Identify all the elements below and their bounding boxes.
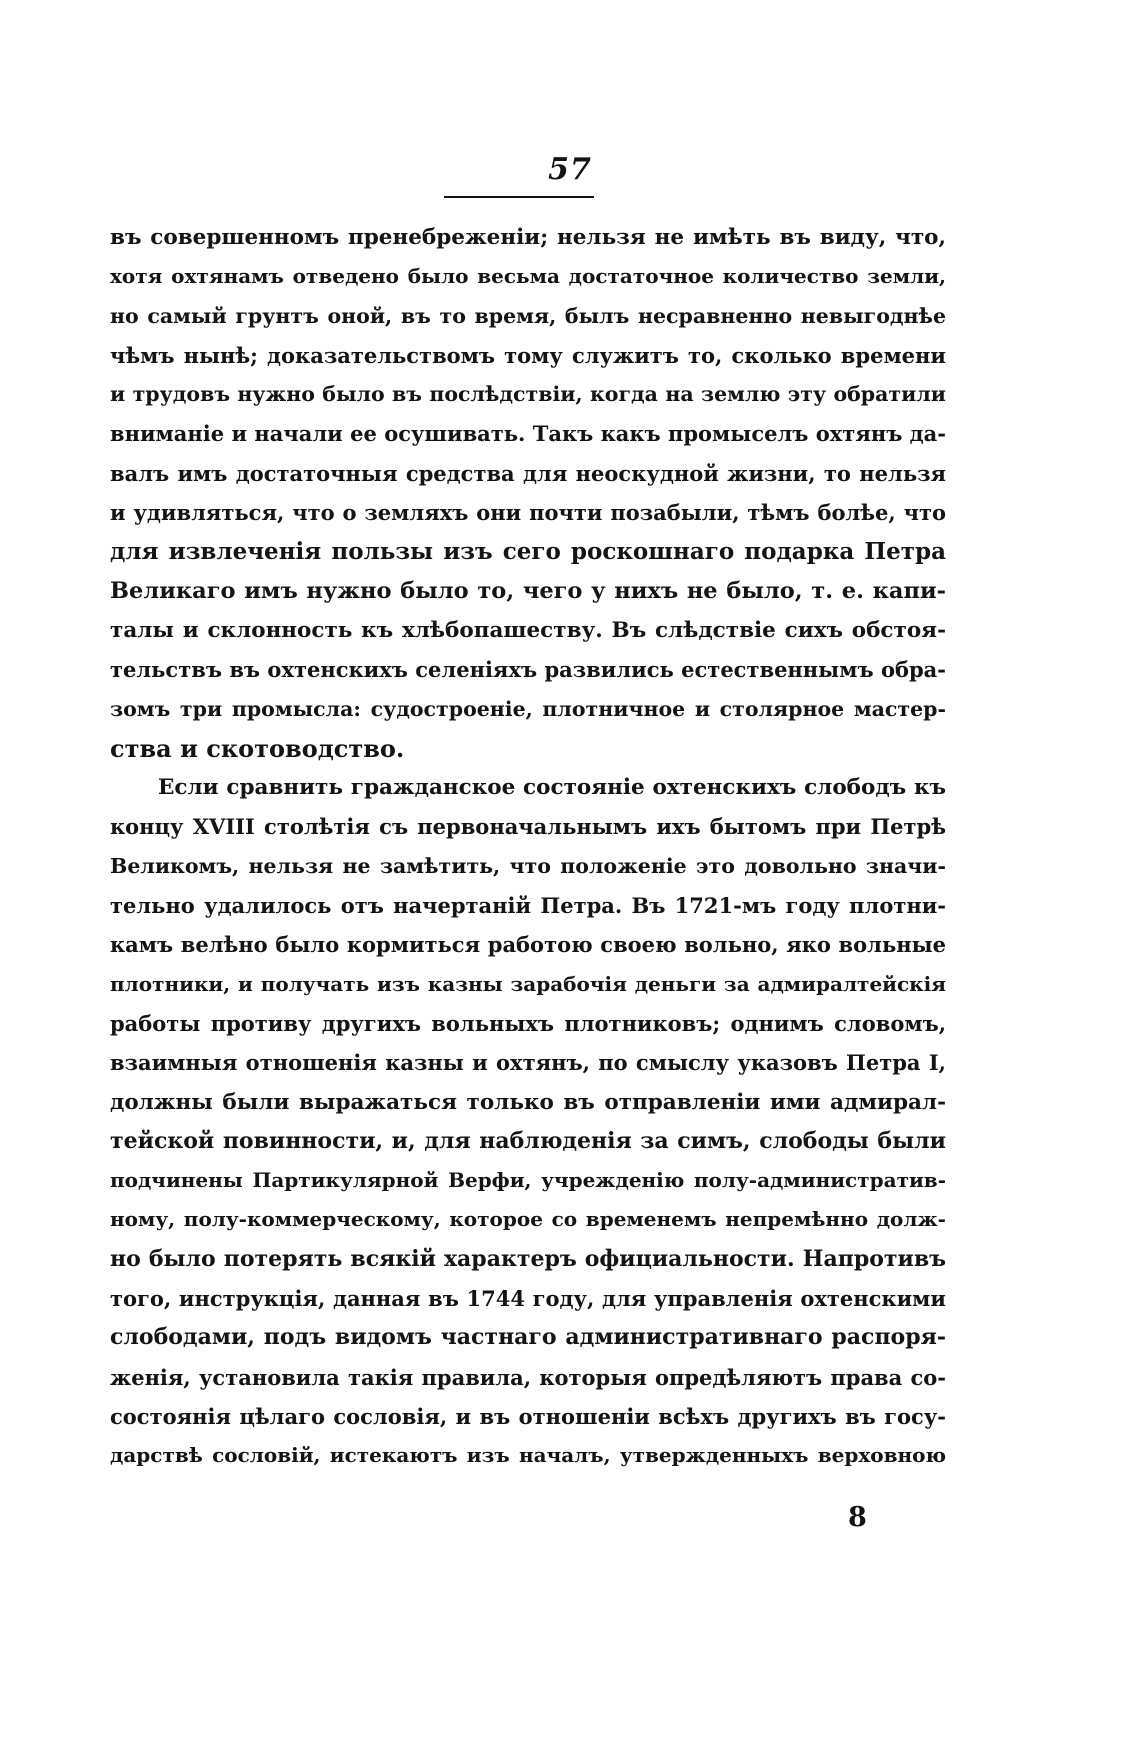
text-line: того, инструкція, данная въ 1744 году, для управленія охтенскими	[110, 1286, 946, 1312]
page-number: 57	[548, 152, 592, 187]
paragraph-1	[110, 218, 946, 768]
text-line: тельно удалилось отъ начертаній Петра. Въ 1721-мъ году плотни-	[110, 893, 946, 919]
text-line: подчинены Партикулярной Верфи, учрежденію полу-административ-	[110, 1168, 946, 1193]
text-line: Великомъ, нельзя не замѣтить, что положеніе это довольно значи-	[110, 853, 946, 878]
signature-mark: 8	[848, 1502, 867, 1533]
text-line: ства и скотоводство.	[110, 733, 405, 763]
text-line: валъ имъ достаточныя средства для неоскудной жизни, то нельзя	[110, 460, 946, 486]
text-line: для извлеченія пользы изъ сего роскошнаго подарка Петра	[110, 538, 946, 566]
text-line: и удивляться, что о земляхъ они почти позабыли, тѣмъ болѣе, что	[110, 500, 946, 526]
text-line: но было потерять всякій характеръ официальности. Напротивъ	[110, 1245, 946, 1272]
text-line: Если сравнить гражданское состояніе охтенскихъ слободъ къ	[158, 775, 946, 801]
text-line: хотя охтянамъ отведено было весьма достаточное количество земли,	[110, 264, 946, 289]
text-line: вниманіе и начали ее осушивать. Такъ какъ промыселъ охтянъ да-	[110, 421, 946, 447]
text-line: Великаго имъ нужно было то, чего у нихъ не было, т. е. капи-	[110, 577, 946, 604]
text-line: въ совершенномъ пренебреженіи; нельзя не имѣть въ виду, что,	[110, 225, 946, 250]
text-line: дарствѣ сословій, истекаютъ изъ началъ, утвержденныхъ верховною	[110, 1443, 946, 1468]
text-line: должны были выражаться только въ отправленіи ими адмирал-	[110, 1089, 946, 1115]
text-line: тейской повинности, и, для наблюденія за симъ, слободы были	[110, 1127, 946, 1154]
text-line: плотники, и получать изъ казны зарабочія деньги за адмиралтейскія	[110, 971, 946, 996]
text-line: и трудовъ нужно было въ послѣдствіи, когда на землю эту обратили	[110, 382, 946, 407]
text-line: концу XVIII столѣтія съ первоначальнымъ ихъ бытомъ при Петрѣ	[110, 814, 946, 840]
body-text	[110, 218, 946, 1476]
paragraph-2	[110, 768, 946, 1475]
text-line: взаимныя отношенія казны и охтянъ, по смыслу указовъ Петра I,	[110, 1050, 946, 1076]
text-line: тельствъ въ охтенскихъ селеніяхъ развились естественнымъ обра-	[110, 657, 946, 683]
text-line: талы и склонность къ хлѣбопашеству. Въ слѣдствіе сихъ обстоя-	[110, 617, 946, 643]
text-line: камъ велѣно было кормиться работою своею вольно, яко вольные	[110, 932, 946, 958]
text-line: чѣмъ нынѣ; доказательствомъ тому служитъ то, сколько времени	[110, 342, 946, 368]
text-line: состоянія цѣлаго сословія, и въ отношеніи всѣхъ другихъ въ госу-	[110, 1403, 946, 1429]
text-line: работы противу другихъ вольныхъ плотниковъ; однимъ словомъ,	[110, 1010, 946, 1036]
text-line: женія, установила такія правила, которыя опредѣляютъ права со-	[110, 1364, 946, 1390]
text-line: ному, полу-коммерческому, которое со временемъ непремѣнно долж-	[110, 1207, 946, 1232]
text-line: зомъ три промысла: судостроеніе, плотничное и столярное мастер-	[110, 696, 946, 721]
text-line: но самый грунтъ оной, въ то время, былъ несравненно невыгоднѣе	[110, 303, 946, 328]
text-line: слободами, подъ видомъ частнаго административнаго распоря-	[110, 1324, 946, 1351]
header-rule	[444, 196, 594, 198]
